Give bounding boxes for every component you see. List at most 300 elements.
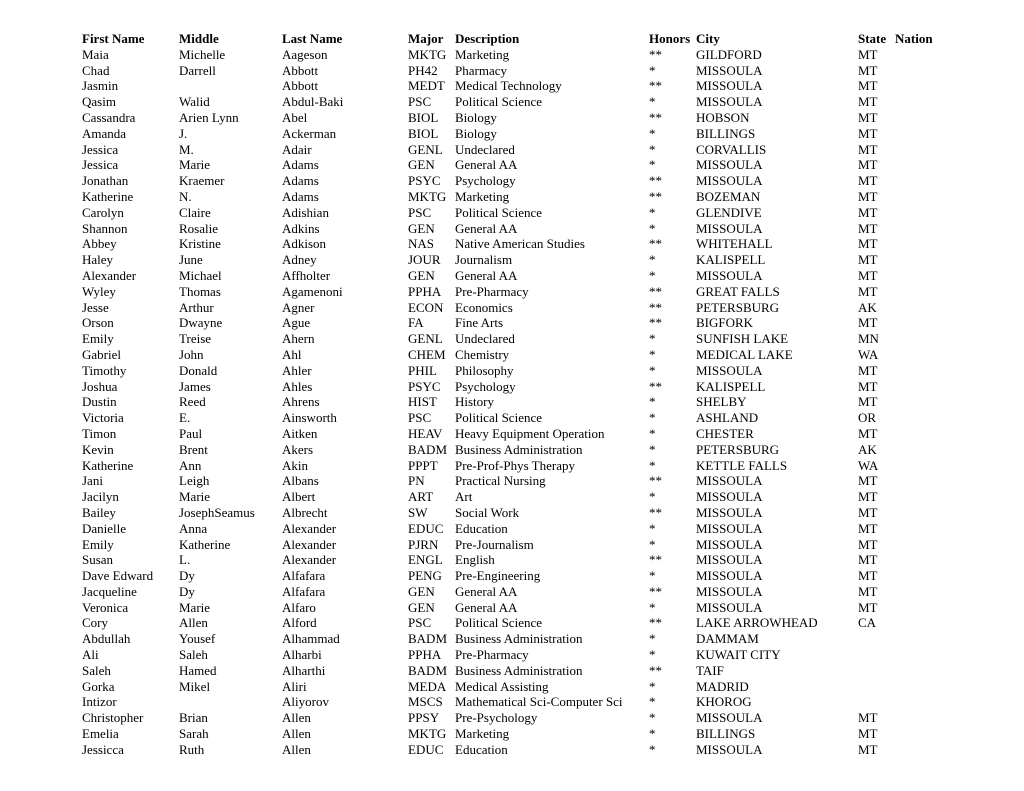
cell-city: MISSOULA: [696, 741, 763, 757]
cell-last-name: Aliyorov: [282, 694, 329, 710]
cell-middle-name: Marie: [179, 489, 211, 505]
cell-city: MISSOULA: [696, 710, 763, 726]
header-first-name: First Name: [82, 31, 145, 46]
cell-major-description: Economics: [455, 299, 513, 315]
cell-major-description: Pre-Engineering: [455, 568, 541, 584]
cell-last-name: Alfaro: [282, 599, 316, 615]
cell-middle-name: Arthur: [179, 299, 214, 315]
cell-state: MT: [858, 710, 878, 726]
cell-major-code: PSC: [408, 615, 432, 631]
cell-state: MT: [858, 726, 878, 742]
cell-major-code: MEDA: [408, 678, 447, 694]
cell-last-name: Alhammad: [282, 631, 340, 647]
cell-honors: **: [649, 378, 662, 394]
cell-major-description: Marketing: [455, 188, 510, 204]
cell-first-name: Chad: [82, 62, 110, 78]
header-last-name: Last Name: [282, 31, 343, 46]
cell-city: KUWAIT CITY: [696, 647, 781, 663]
cell-major-code: PPHA: [408, 647, 442, 663]
cell-middle-name: Ann: [179, 457, 202, 473]
cell-major-description: Biology: [455, 109, 497, 125]
cell-major-code: PHIL: [408, 362, 437, 378]
cell-honors: **: [649, 299, 662, 315]
cell-honors: *: [649, 125, 656, 141]
cell-middle-name: Brian: [179, 710, 208, 726]
cell-city: DAMMAM: [696, 631, 759, 647]
cell-middle-name: Paul: [179, 425, 203, 441]
cell-honors: *: [649, 457, 656, 473]
cell-middle-name: Donald: [179, 362, 218, 378]
cell-first-name: Kevin: [82, 441, 114, 457]
cell-major-description: Pharmacy: [455, 62, 507, 78]
cell-honors: **: [649, 583, 662, 599]
cell-city: MISSOULA: [696, 173, 763, 189]
cell-major-code: BADM: [408, 631, 448, 647]
cell-state: MT: [858, 141, 878, 157]
cell-middle-name: Reed: [179, 394, 206, 410]
cell-state: MT: [858, 157, 878, 173]
cell-state: CA: [858, 615, 877, 631]
cell-last-name: Adair: [282, 141, 312, 157]
cell-last-name: Akers: [282, 441, 314, 457]
cell-major-description: Political Science: [455, 94, 543, 110]
cell-middle-name: M.: [179, 141, 194, 157]
cell-major-code: MKTG: [408, 188, 447, 204]
cell-major-description: Philosophy: [455, 362, 514, 378]
cell-major-code: PN: [408, 473, 425, 489]
cell-first-name: Jesse: [82, 299, 109, 315]
cell-city: MADRID: [696, 678, 749, 694]
cell-major-description: Marketing: [455, 46, 510, 62]
cell-honors: *: [649, 710, 656, 726]
cell-middle-name: Marie: [179, 599, 211, 615]
cell-honors: *: [649, 410, 656, 426]
cell-honors: *: [649, 694, 656, 710]
cell-state: MT: [858, 283, 878, 299]
cell-state: MT: [858, 536, 878, 552]
cell-major-description: Psychology: [455, 378, 516, 394]
cell-city: MISSOULA: [696, 489, 763, 505]
cell-middle-name: Kraemer: [179, 173, 225, 189]
cell-city: CHESTER: [696, 425, 754, 441]
cell-first-name: Danielle: [82, 520, 127, 536]
cell-middle-name: John: [179, 346, 204, 362]
cell-major-description: Undeclared: [455, 141, 515, 157]
cell-major-code: HEAV: [408, 425, 443, 441]
cell-city: SHELBY: [696, 394, 747, 410]
cell-major-description: Native American Studies: [455, 236, 585, 252]
cell-major-code: SW: [408, 504, 428, 520]
cell-major-code: PPHA: [408, 283, 442, 299]
cell-city: HOBSON: [696, 109, 750, 125]
cell-city: KHOROG: [696, 694, 752, 710]
cell-last-name: Ahern: [282, 331, 315, 347]
cell-honors: *: [649, 394, 656, 410]
cell-last-name: Alharbi: [282, 647, 322, 663]
cell-state: MT: [858, 489, 878, 505]
cell-middle-name: Marie: [179, 157, 211, 173]
cell-major-code: MEDT: [408, 78, 445, 94]
cell-state: MT: [858, 394, 878, 410]
cell-honors: **: [649, 188, 662, 204]
cell-major-description: Pre-Journalism: [455, 536, 534, 552]
cell-major-description: Practical Nursing: [455, 473, 546, 489]
cell-middle-name: Yousef: [179, 631, 216, 647]
cell-first-name: Jessica: [82, 157, 119, 173]
cell-major-description: Business Administration: [455, 631, 583, 647]
cell-honors: **: [649, 662, 662, 678]
cell-major-code: MSCS: [408, 694, 443, 710]
cell-first-name: Dustin: [82, 394, 117, 410]
cell-major-description: General AA: [455, 599, 518, 615]
cell-major-code: PSC: [408, 410, 432, 426]
cell-last-name: Ahrens: [282, 394, 320, 410]
cell-major-description: English: [455, 552, 495, 568]
cell-state: MT: [858, 62, 878, 78]
cell-major-code: MKTG: [408, 726, 447, 742]
cell-city: GLENDIVE: [696, 204, 762, 220]
cell-city: MISSOULA: [696, 568, 763, 584]
cell-major-code: PSYC: [408, 378, 441, 394]
cell-first-name: Emily: [82, 536, 114, 552]
cell-city: TAIF: [696, 662, 724, 678]
cell-major-code: GEN: [408, 220, 435, 236]
cell-middle-name: Ruth: [179, 741, 205, 757]
cell-middle-name: Katherine: [179, 536, 231, 552]
cell-state: MT: [858, 109, 878, 125]
cell-city: MISSOULA: [696, 362, 763, 378]
cell-last-name: Abel: [282, 109, 308, 125]
cell-first-name: Bailey: [82, 504, 116, 520]
cell-honors: **: [649, 315, 662, 331]
cell-state: MT: [858, 552, 878, 568]
cell-major-code: MKTG: [408, 46, 447, 62]
cell-first-name: Katherine: [82, 188, 134, 204]
cell-first-name: Haley: [82, 252, 114, 268]
cell-state: MT: [858, 568, 878, 584]
cell-middle-name: James: [179, 378, 211, 394]
cell-state: MT: [858, 378, 878, 394]
cell-first-name: Wyley: [82, 283, 116, 299]
cell-honors: *: [649, 331, 656, 347]
cell-first-name: Amanda: [82, 125, 127, 141]
cell-major-description: Business Administration: [455, 441, 583, 457]
cell-major-code: EDUC: [408, 520, 444, 536]
cell-first-name: Katherine: [82, 457, 134, 473]
cell-state: WA: [858, 346, 879, 362]
cell-major-description: General AA: [455, 157, 518, 173]
cell-first-name: Timon: [82, 425, 117, 441]
cell-major-description: Mathematical Sci-Computer Sci: [455, 694, 623, 710]
cell-first-name: Jani: [82, 473, 103, 489]
cell-major-code: GENL: [408, 141, 443, 157]
cell-last-name: Aliri: [282, 678, 307, 694]
cell-middle-name: Michelle: [179, 46, 226, 62]
cell-honors: *: [649, 362, 656, 378]
cell-middle-name: Hamed: [179, 662, 217, 678]
cell-first-name: Orson: [82, 315, 114, 331]
cell-state: AK: [858, 299, 877, 315]
cell-first-name: Gabriel: [82, 346, 121, 362]
cell-major-description: Medical Assisting: [455, 678, 549, 694]
cell-last-name: Ackerman: [282, 125, 337, 141]
cell-last-name: Adams: [282, 157, 319, 173]
cell-last-name: Albert: [282, 489, 316, 505]
cell-honors: *: [649, 536, 656, 552]
cell-middle-name: Sarah: [179, 726, 209, 742]
cell-state: MT: [858, 46, 878, 62]
cell-major-code: PSC: [408, 94, 432, 110]
cell-major-description: General AA: [455, 220, 518, 236]
header-major: Major: [408, 31, 444, 46]
cell-major-description: Pre-Pharmacy: [455, 283, 529, 299]
cell-middle-name: June: [179, 252, 203, 268]
cell-first-name: Susan: [82, 552, 114, 568]
cell-middle-name: E.: [179, 410, 191, 426]
cell-last-name: Alfafara: [282, 568, 326, 584]
cell-major-description: Business Administration: [455, 662, 583, 678]
cell-city: MISSOULA: [696, 520, 763, 536]
cell-first-name: Jonathan: [82, 173, 129, 189]
cell-last-name: Abbott: [282, 62, 319, 78]
cell-state: MT: [858, 252, 878, 268]
cell-first-name: Jacqueline: [82, 583, 137, 599]
cell-first-name: Emelia: [82, 726, 119, 742]
cell-state: MT: [858, 188, 878, 204]
cell-city: LAKE ARROWHEAD: [696, 615, 818, 631]
cell-last-name: Adams: [282, 188, 319, 204]
cell-last-name: Abdul-Baki: [282, 94, 344, 110]
cell-city: MISSOULA: [696, 62, 763, 78]
cell-middle-name: Walid: [179, 94, 210, 110]
cell-middle-name: Dwayne: [179, 315, 223, 331]
cell-last-name: Alexander: [282, 536, 337, 552]
cell-major-description: Heavy Equipment Operation: [455, 425, 605, 441]
cell-major-code: ECON: [408, 299, 444, 315]
cell-major-description: Psychology: [455, 173, 516, 189]
cell-middle-name: Darrell: [179, 62, 216, 78]
cell-last-name: Agner: [282, 299, 315, 315]
cell-state: MT: [858, 741, 878, 757]
cell-last-name: Aitken: [282, 425, 318, 441]
cell-middle-name: N.: [179, 188, 192, 204]
cell-honors: *: [649, 678, 656, 694]
cell-first-name: Saleh: [82, 662, 111, 678]
cell-major-code: HIST: [408, 394, 437, 410]
cell-major-code: PSC: [408, 204, 432, 220]
cell-major-description: Fine Arts: [455, 315, 504, 331]
cell-major-description: Art: [455, 489, 473, 505]
cell-city: BILLINGS: [696, 125, 756, 141]
cell-honors: *: [649, 267, 656, 283]
cell-honors: **: [649, 109, 662, 125]
cell-honors: **: [649, 236, 662, 252]
cell-last-name: Allen: [282, 710, 311, 726]
cell-middle-name: Claire: [179, 204, 211, 220]
cell-honors: *: [649, 647, 656, 663]
cell-major-code: PH42: [408, 62, 438, 78]
cell-last-name: Albrecht: [282, 504, 328, 520]
cell-last-name: Adishian: [282, 204, 329, 220]
cell-major-code: FA: [408, 315, 424, 331]
cell-last-name: Ague: [282, 315, 311, 331]
cell-major-code: PSYC: [408, 173, 441, 189]
cell-last-name: Allen: [282, 741, 311, 757]
cell-city: PETERSBURG: [696, 441, 780, 457]
header-nation: Nation: [895, 31, 933, 46]
cell-last-name: Adams: [282, 173, 319, 189]
cell-major-description: Pre-Prof-Phys Therapy: [455, 457, 575, 473]
cell-state: MN: [858, 331, 879, 347]
cell-state: MT: [858, 220, 878, 236]
cell-honors: *: [649, 346, 656, 362]
cell-major-code: BIOL: [408, 125, 439, 141]
cell-first-name: Abbey: [82, 236, 117, 252]
cell-city: MISSOULA: [696, 536, 763, 552]
cell-last-name: Allen: [282, 726, 311, 742]
cell-major-code: ART: [408, 489, 434, 505]
cell-honors: *: [649, 726, 656, 742]
cell-city: MISSOULA: [696, 473, 763, 489]
cell-state: MT: [858, 78, 878, 94]
cell-middle-name: Mikel: [179, 678, 211, 694]
cell-last-name: Alexander: [282, 552, 337, 568]
cell-honors: *: [649, 252, 656, 268]
cell-major-description: Pre-Pharmacy: [455, 647, 529, 663]
cell-city: BIGFORK: [696, 315, 754, 331]
cell-middle-name: Brent: [179, 441, 208, 457]
cell-last-name: Ahl: [282, 346, 302, 362]
cell-honors: *: [649, 204, 656, 220]
cell-major-code: ENGL: [408, 552, 443, 568]
cell-major-code: GENL: [408, 331, 443, 347]
cell-city: MISSOULA: [696, 599, 763, 615]
cell-honors: *: [649, 220, 656, 236]
cell-honors: *: [649, 568, 656, 584]
header-middle: Middle: [179, 31, 219, 46]
cell-last-name: Ahles: [282, 378, 313, 394]
cell-major-description: Undeclared: [455, 331, 515, 347]
cell-last-name: Agamenoni: [282, 283, 343, 299]
cell-first-name: Jasmin: [82, 78, 119, 94]
cell-first-name: Carolyn: [82, 204, 124, 220]
cell-last-name: Albans: [282, 473, 319, 489]
cell-state: MT: [858, 125, 878, 141]
cell-city: BILLINGS: [696, 726, 756, 742]
cell-major-description: History: [455, 394, 494, 410]
cell-honors: *: [649, 94, 656, 110]
cell-middle-name: Leigh: [179, 473, 210, 489]
cell-middle-name: Anna: [179, 520, 208, 536]
cell-city: BOZEMAN: [696, 188, 761, 204]
cell-middle-name: Thomas: [179, 283, 221, 299]
cell-state: OR: [858, 410, 877, 426]
cell-major-code: GEN: [408, 583, 435, 599]
cell-major-description: Medical Technology: [455, 78, 562, 94]
cell-middle-name: JosephSeamus: [179, 504, 255, 520]
cell-last-name: Ahler: [282, 362, 312, 378]
cell-state: AK: [858, 441, 877, 457]
cell-honors: *: [649, 441, 656, 457]
cell-first-name: Gorka: [82, 678, 115, 694]
cell-first-name: Cory: [82, 615, 108, 631]
cell-first-name: Cassandra: [82, 109, 136, 125]
cell-first-name: Abdullah: [82, 631, 131, 647]
cell-middle-name: L.: [179, 552, 191, 568]
cell-middle-name: J.: [179, 125, 188, 141]
cell-first-name: Intizor: [82, 694, 117, 710]
cell-last-name: Adkison: [282, 236, 327, 252]
cell-major-description: Biology: [455, 125, 497, 141]
cell-major-code: JOUR: [408, 252, 441, 268]
cell-honors: **: [649, 283, 662, 299]
cell-honors: **: [649, 173, 662, 189]
cell-major-code: GEN: [408, 157, 435, 173]
cell-middle-name: Arien Lynn: [179, 109, 239, 125]
cell-major-code: PPPT: [408, 457, 438, 473]
cell-first-name: Emily: [82, 331, 114, 347]
cell-city: MISSOULA: [696, 267, 763, 283]
cell-last-name: Adney: [282, 252, 317, 268]
cell-first-name: Qasim: [82, 94, 116, 110]
cell-major-description: General AA: [455, 267, 518, 283]
cell-middle-name: Kristine: [179, 236, 221, 252]
cell-city: WHITEHALL: [696, 236, 773, 252]
cell-honors: **: [649, 552, 662, 568]
cell-city: CORVALLIS: [696, 141, 767, 157]
cell-major-description: Marketing: [455, 726, 510, 742]
cell-major-code: BIOL: [408, 109, 439, 125]
cell-state: MT: [858, 504, 878, 520]
cell-honors: *: [649, 425, 656, 441]
cell-honors: **: [649, 46, 662, 62]
cell-major-description: Political Science: [455, 615, 543, 631]
cell-city: PETERSBURG: [696, 299, 780, 315]
cell-last-name: Alfafara: [282, 583, 326, 599]
cell-state: MT: [858, 362, 878, 378]
cell-honors: **: [649, 504, 662, 520]
cell-first-name: Jessica: [82, 141, 119, 157]
cell-honors: **: [649, 615, 662, 631]
cell-city: KALISPELL: [696, 378, 766, 394]
cell-state: MT: [858, 425, 878, 441]
cell-first-name: Jacilyn: [82, 489, 119, 505]
cell-state: MT: [858, 315, 878, 331]
cell-last-name: Affholter: [282, 267, 331, 283]
cell-last-name: Ainsworth: [282, 410, 337, 426]
cell-honors: **: [649, 78, 662, 94]
cell-city: KALISPELL: [696, 252, 766, 268]
cell-first-name: Alexander: [82, 267, 137, 283]
cell-honors: *: [649, 520, 656, 536]
cell-last-name: Abbott: [282, 78, 319, 94]
cell-state: MT: [858, 473, 878, 489]
cell-major-description: Political Science: [455, 204, 543, 220]
cell-honors: *: [649, 157, 656, 173]
cell-last-name: Alharthi: [282, 662, 326, 678]
cell-first-name: Veronica: [82, 599, 129, 615]
cell-city: MISSOULA: [696, 504, 763, 520]
cell-city: MISSOULA: [696, 78, 763, 94]
cell-first-name: Jessicca: [82, 741, 124, 757]
cell-honors: **: [649, 473, 662, 489]
cell-city: GREAT FALLS: [696, 283, 780, 299]
cell-middle-name: Saleh: [179, 647, 208, 663]
cell-honors: *: [649, 599, 656, 615]
cell-middle-name: Michael: [179, 267, 222, 283]
header-honors: Honors: [649, 31, 691, 46]
cell-major-description: Education: [455, 741, 508, 757]
